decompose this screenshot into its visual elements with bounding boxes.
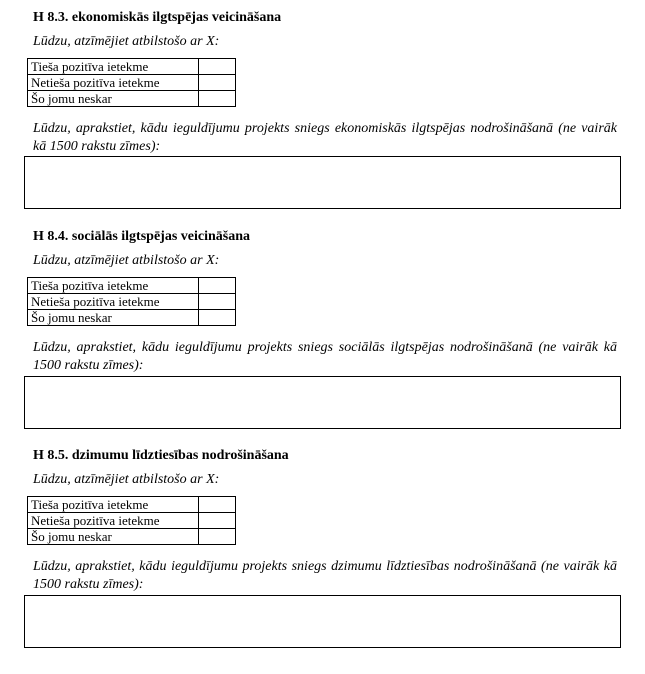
description-answer-box[interactable]	[24, 595, 621, 648]
impact-options-table	[27, 496, 236, 545]
description-answer-box[interactable]	[24, 376, 621, 429]
option-row	[28, 91, 236, 107]
describe-instruction: Lūdzu, aprakstiet, kādu ieguldījumu projekts sniegs dzimumu līdztiesības nodrošināšanā (ne vairāk kā 1500 rakstu zīmes):	[33, 559, 617, 592]
option-row	[28, 513, 236, 529]
option-row	[28, 497, 236, 513]
mark-instruction: Lūdzu, atzīmējiet atbilstošo ar X:	[33, 34, 220, 49]
section-heading: H 8.4. sociālās ilgtspējas veicināšana	[33, 229, 251, 244]
option-row	[28, 75, 236, 91]
option-label: Tieša pozitīva ietekme	[28, 497, 199, 513]
option-row	[28, 278, 236, 294]
option-row	[28, 529, 236, 545]
option-label: Tieša pozitīva ietekme	[28, 278, 199, 294]
option-mark-cell[interactable]	[199, 75, 236, 91]
description-answer-box[interactable]	[24, 156, 621, 209]
option-label: Šo jomu neskar	[28, 91, 199, 107]
option-mark-cell[interactable]	[199, 91, 236, 107]
impact-options-table	[27, 277, 236, 326]
option-mark-cell[interactable]	[199, 529, 236, 545]
option-label: Netieša pozitīva ietekme	[28, 294, 199, 310]
describe-instruction: Lūdzu, aprakstiet, kādu ieguldījumu projekts sniegs ekonomiskās ilgtspējas nodrošināšanā (ne vairāk kā 1500 rakstu zīmes):	[33, 121, 617, 154]
option-mark-cell[interactable]	[199, 310, 236, 326]
mark-instruction: Lūdzu, atzīmējiet atbilstošo ar X:	[33, 472, 220, 487]
option-mark-cell[interactable]	[199, 278, 236, 294]
section-heading: H 8.5. dzimumu līdztiesības nodrošināšana	[33, 448, 289, 463]
option-label: Netieša pozitīva ietekme	[28, 75, 199, 91]
impact-options-table	[27, 58, 236, 107]
option-label: Netieša pozitīva ietekme	[28, 513, 199, 529]
option-label: Šo jomu neskar	[28, 529, 199, 545]
option-label: Tieša pozitīva ietekme	[28, 59, 199, 75]
option-mark-cell[interactable]	[199, 294, 236, 310]
option-mark-cell[interactable]	[199, 59, 236, 75]
option-row	[28, 310, 236, 326]
option-row	[28, 59, 236, 75]
option-mark-cell[interactable]	[199, 497, 236, 513]
option-label: Šo jomu neskar	[28, 310, 199, 326]
section-heading: H 8.3. ekonomiskās ilgtspējas veicināšana	[33, 10, 282, 25]
option-row	[28, 294, 236, 310]
option-mark-cell[interactable]	[199, 513, 236, 529]
describe-instruction: Lūdzu, aprakstiet, kādu ieguldījumu projekts sniegs sociālās ilgtspējas nodrošināšanā (ne vairāk kā 1500 rakstu zīmes):	[33, 340, 617, 373]
mark-instruction: Lūdzu, atzīmējiet atbilstošo ar X:	[33, 253, 220, 268]
